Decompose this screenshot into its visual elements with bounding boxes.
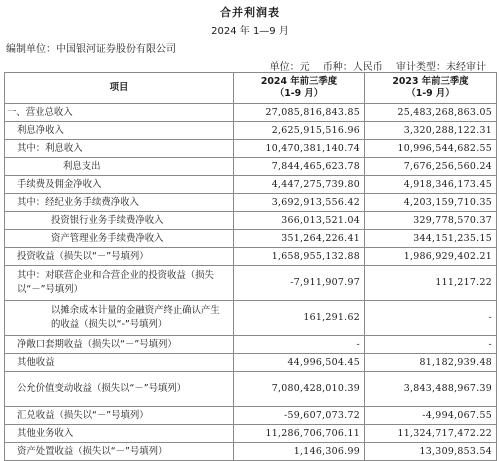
row-value-2023: 11,324,717,472.22 xyxy=(365,425,497,443)
row-value-2024: 7,080,428,010.39 xyxy=(234,372,365,407)
table-row xyxy=(5,266,497,301)
header-2023: 2023 年前三季度 （1-9 月） xyxy=(365,73,497,104)
table-row xyxy=(5,104,497,122)
row-value-2024: 7,844,465,623.78 xyxy=(234,158,365,176)
row-value-2024: 161,291.62 xyxy=(234,301,365,336)
row-label: 投资收益（损失以“－”号填列） xyxy=(5,248,234,266)
table-row xyxy=(5,354,497,372)
row-value-2024: 4,447,275,739.80 xyxy=(234,176,365,194)
row-value-2023: 329,778,570.37 xyxy=(365,212,497,230)
row-value-2023: 344,151,235.15 xyxy=(365,230,497,248)
row-label: 投资银行业务手续费净收入 xyxy=(5,212,234,230)
row-value-2024: 1,658,955,132.88 xyxy=(234,248,365,266)
row-value-2023: 25,483,268,863.05 xyxy=(365,104,497,122)
row-label: 其他收益 xyxy=(5,354,234,372)
row-value-2023: 4,203,159,710.35 xyxy=(365,194,497,212)
statement-period: 2024 年 1—9 月 xyxy=(211,26,289,37)
row-label: 资产处置收益（损失以“－”号填列） xyxy=(5,443,234,461)
row-label: 资产管理业务手续费净收入 xyxy=(5,230,234,248)
row-value-2024: 1,146,306.99 xyxy=(234,443,365,461)
row-value-2023: -4,994,067.55 xyxy=(365,407,497,425)
table-row xyxy=(5,122,497,140)
row-value-2024: 366,013,521.04 xyxy=(234,212,365,230)
row-label: 利息净收入 xyxy=(5,122,234,140)
row-label: 公允价值变动收益（损失以“－”号填列） xyxy=(5,372,234,407)
table-row xyxy=(5,336,497,354)
row-label: 其中：经纪业务手续费净收入 xyxy=(5,194,234,212)
table-row xyxy=(5,176,497,194)
row-label: 其中：利息收入 xyxy=(5,140,234,158)
row-value-2023: 1,986,929,402.21 xyxy=(365,248,497,266)
table-row xyxy=(5,248,497,266)
header-item: 项目 xyxy=(5,73,234,104)
row-value-2024: - xyxy=(234,336,365,354)
company-name: 编制单位：中国银河证券股份有限公司 xyxy=(6,44,176,55)
row-label: 其他业务收入 xyxy=(5,425,234,443)
currency-label: 币种：人民币 xyxy=(322,62,383,73)
table-row xyxy=(5,301,497,336)
row-label: 手续费及佣金净收入 xyxy=(5,176,234,194)
table-row xyxy=(5,443,497,461)
row-value-2024: -7,911,907.97 xyxy=(234,266,365,301)
audit-label: 审计类型：未经审计 xyxy=(396,62,486,73)
row-value-2023: 111,217.22 xyxy=(365,266,497,301)
unit-line xyxy=(260,58,486,73)
row-value-2024: 27,085,816,843.85 xyxy=(234,104,365,122)
row-value-2023: 3,320,288,122.31 xyxy=(365,122,497,140)
row-value-2024: 10,470,381,140.74 xyxy=(234,140,365,158)
row-label: 净敞口套期收益（损失以“－”号填列） xyxy=(5,336,234,354)
row-value-2024: 2,625,915,516.96 xyxy=(234,122,365,140)
row-value-2023: 7,676,256,560.24 xyxy=(365,158,497,176)
table-row xyxy=(5,158,497,176)
statement-title: 合并利润表 xyxy=(220,6,280,19)
row-label: 一、营业总收入 xyxy=(5,104,234,122)
row-label: 其中：对联营企业和合营企业的投资收益（损失以“－”号填列） xyxy=(5,266,234,301)
row-value-2023: 3,843,488,967.39 xyxy=(365,372,497,407)
income-statement-table xyxy=(4,72,497,461)
row-value-2024: 11,286,706,706.11 xyxy=(234,425,365,443)
row-value-2024: -59,607,073.72 xyxy=(234,407,365,425)
header-2024: 2024 年前三季度 （1-9 月） xyxy=(234,73,365,104)
row-value-2023: - xyxy=(365,301,497,336)
row-value-2023: 10,996,544,682.55 xyxy=(365,140,497,158)
unit-label: 单位：元 xyxy=(269,62,310,73)
table-row xyxy=(5,194,497,212)
table-row xyxy=(5,230,497,248)
row-value-2023: - xyxy=(365,336,497,354)
row-label: 以摊余成本计量的金融资产终止确认产生的收益（损失以“-”号填列） xyxy=(5,301,234,336)
row-value-2023: 81,182,939.48 xyxy=(365,354,497,372)
row-value-2023: 4,918,346,173.45 xyxy=(365,176,497,194)
row-label: 汇兑收益（损失以“－”号填列） xyxy=(5,407,234,425)
table-row xyxy=(5,407,497,425)
row-value-2024: 44,996,504.45 xyxy=(234,354,365,372)
table-row xyxy=(5,212,497,230)
table-row xyxy=(5,140,497,158)
table-row xyxy=(5,372,497,407)
row-value-2024: 351,264,226.41 xyxy=(234,230,365,248)
table-header-row xyxy=(5,73,497,104)
row-value-2023: 13,309,853.54 xyxy=(365,443,497,461)
row-value-2024: 3,692,913,556.42 xyxy=(234,194,365,212)
row-label: 利息支出 xyxy=(5,158,234,176)
